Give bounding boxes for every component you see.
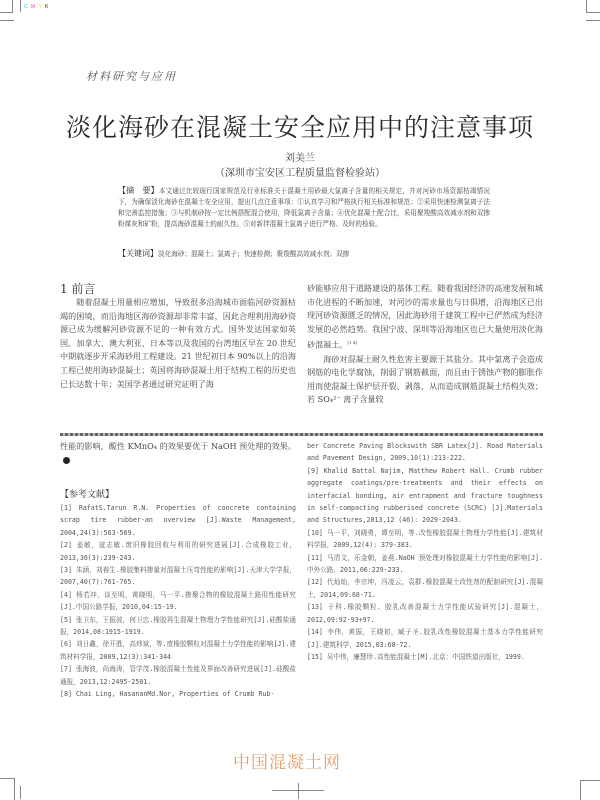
- cmyk-color-bar: [24, 4, 49, 10]
- crop-mark: [586, 20, 600, 21]
- crop-mark: [0, 20, 14, 21]
- reference-item: [9] Khalid Battal Najim, Matthew Robert Hall. Crumb rubber aggregate coatings/pre-treatments and their effects on interfacial bonding, air entrapment and fracture toughness in self-compacting rubberised concrete (SCRC) [J].Materials and Structures,2013,12 (46): 2029-2043.: [307, 466, 543, 525]
- end-mark-icon: [63, 457, 70, 464]
- crop-mark: [586, 0, 600, 13]
- reference-item: [10] 马一平，刘晓勇，谭至明，等.改性橡胶混凝土物理力学性能[J].建筑材料学报，2009,12(4): 379-383.: [307, 528, 543, 550]
- reference-item: [12] 代灿灿，李宗坤，冯凌云，袁群.橡胶混凝土改性剂的配制研究[J].混凝土，2014,09:68-71.: [307, 578, 543, 599]
- reference-item: [8] Chai Ling, HasananMd.Nor, Properties of Crumb Rub-: [60, 690, 275, 699]
- reference-item: [2] 姜敏，寇志敏.废旧橡胶回收与利用的研究进展[J].合成橡胶工业，2013,36(3):239-243.: [60, 541, 296, 562]
- cmyk-m: M: [31, 4, 37, 10]
- body-column-right: [307, 282, 543, 407]
- section-tag: 材料研究与应用: [86, 70, 177, 83]
- paragraph: 随着混凝土用量相应增加，导致很多沿海城市面临河砂资源枯竭的困境，而沿海地区海砂资源却非常丰富，因此合理利用海砂资源已成为缓解河砂资源不足的一种有效方式。国外发达国家如英国、加拿大、澳大利亚、日本等以及我国的台湾地区早在 20 世纪中期就逐步开采海砂用工程建设。21 世纪初日本 90%以上的沿海工程已使用海砂混凝土；英国将海砂混凝土用于结构工程的历史也已长达数十年；美国学者通过研究证明了海: [60, 297, 296, 389]
- citation: [1-4]: [347, 340, 358, 346]
- reference-item: [1] RafatS.Tarun R.N. Properties of concrete containing scrap tire rubber-an overview [J].Waste Management, 2004,24(3):563-569.: [60, 504, 296, 537]
- references-left: [60, 502, 296, 701]
- keywords: [118, 248, 490, 259]
- crop-mark: [0, 0, 13, 13]
- reference-item: [15] 吴中伟，廉慧珍.高性能混凝土[M].北京：中国铁道出版社，1999.: [307, 652, 525, 661]
- reference-item: ber Concrete Paving Blockswith SBR Latex[J]. Road Materials and Pavement Design, 2009,10(1):213-222.: [307, 442, 543, 463]
- continuation-text: [60, 440, 296, 467]
- article-title: 淡化海砂在混凝土安全应用中的注意事项: [65, 113, 534, 142]
- crop-mark: [0, 778, 15, 800]
- keywords-text: 淡化海砂；混凝土；氯离子；快速检测；聚羧酸高效减水剂；双掺: [158, 250, 350, 258]
- paragraph: [60, 440, 296, 467]
- abstract-text: 本文通过比较现行国家规范及行业标准关于混凝土用砂最大氯离子含量的相关规定，并对河砂市场资源枯竭情况下，为确保淡化海砂在混凝土安全应用，提出几点注意事项：①认真学习和严格执行相关标准和规范；②采用快速检测氯离子法和完善监控措施；③与机制砂按一定比例搭配混合使用，降低氯离子含量；④优化混凝土配合比，采用聚羧酸高效减水剂和双掺粉煤灰和矿粉，提高海砂混凝土的耐久性。⑤对新拌混凝土氯离子进行严格、及时的检验。: [118, 187, 491, 228]
- reference-item: [6] 刘日鑫，徐开胜，高炜斌，等.废橡胶颗粒对混凝土力学性能的影响[J].建筑材料学报，2009,12(3):341-344: [60, 640, 296, 661]
- reference-item: [5] 张卫东，王振波，何卫忠.橡胶再生混凝土物理力学性能研究[J].硅酸盐通报，2014,08:1915-1919.: [60, 615, 296, 637]
- affiliation: （深圳市宝安区工程质量监督检验站）: [215, 168, 385, 179]
- abstract-label: 【摘 要】: [118, 186, 159, 195]
- reference-item: [11] 马清文，乐金朝，姜燕.NaOH 预处理对橡胶混凝土力学性能的影响[J].中外公路，2011,06:229-233.: [307, 553, 543, 575]
- paragraph-text: 性能的影响，酸性 KMnO₄ 的效果要优于 NaOH 预处理的效果。: [60, 441, 296, 451]
- author: 刘美兰: [285, 153, 315, 164]
- references-right: [307, 440, 543, 663]
- crop-mark: [20, 0, 21, 12]
- paragraph: 海砂对混凝土耐久性危害主要源于其盐分。其中氯离子会造成钢筋的电化学腐蚀，削弱了钢筋截面，而且由于锈蚀产物的膨胀作用而使混凝土保护层开裂、剥落，从而造成钢筋混凝土结构失效；若 SO₄²⁻ 离子含量较: [307, 353, 543, 405]
- crop-mark: [20, 786, 21, 799]
- reference-item: [13] 于科.橡胶颗粒、胶乳改善混凝土力学性能试验研究[J].混凝土，2012,09:92-93+97.: [307, 603, 543, 624]
- section-heading: 1 前言: [60, 282, 96, 296]
- watermark: 中国混凝土网: [233, 753, 341, 773]
- keywords-label: 【关键词】: [118, 249, 158, 258]
- reference-item: [4] 杨若冲，谈至明，黄晓明，马一平.掺聚合物的橡胶混凝土路用性能研究[J].中国公路学报，2010,04:15-19.: [60, 590, 296, 612]
- cmyk-c: C: [24, 4, 29, 10]
- crop-mark: [580, 780, 600, 800]
- body-column-left: [60, 296, 296, 391]
- cmyk-k: K: [45, 4, 50, 10]
- page-divider: [60, 433, 543, 436]
- references-heading: 【参考文献】: [60, 490, 115, 500]
- paragraph: [307, 282, 543, 353]
- paragraph-text: 砂能够应用于道路建设的基体工程。随着我国经济的高速发展和城市化进程的不断加速，对河沙的需求量也与日俱增，沿海地区已出现河砂资源匮乏的情况，因此海砂用于建筑工程中已俨然成为经济发展的必然趋势。我国宁波、深圳等沿海地区也已大量使用淡化海砂混凝土。: [307, 283, 543, 351]
- reference-item: [14] 李伟，黄振，王晓初，臧子圣.胶乳改性橡胶混凝土基本力学性能研究[J].建筑科学，2015,03:68-72.: [307, 628, 543, 649]
- reference-item: [7] 张海波，尚海涛，管学茂.橡胶混凝土性能及界面改善研究进展[J].硅酸盐通报，2013,12:2495-2501.: [60, 665, 296, 686]
- cmyk-y: Y: [38, 4, 43, 10]
- reference-item: [3] 朱涵，刘春生.橡胶集料掺量对混凝土压弯性能的影响[J].天津大学学报，2007,40(7):761-765.: [60, 566, 296, 587]
- crop-mark: [298, 783, 299, 799]
- abstract: [118, 185, 490, 230]
